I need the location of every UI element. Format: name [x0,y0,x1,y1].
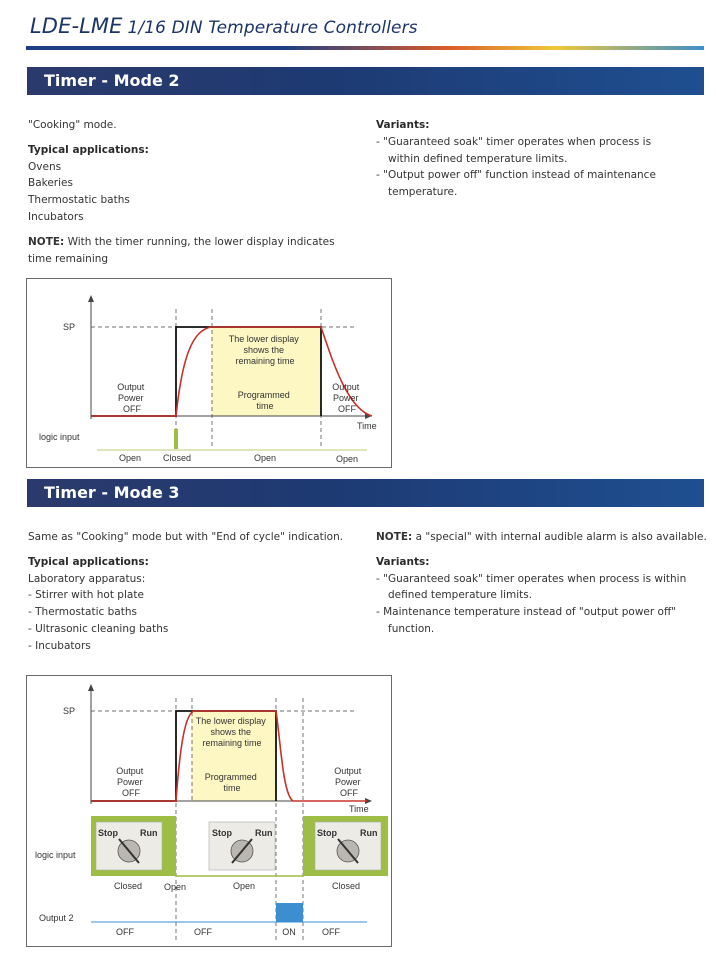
box-text: The lower display shows the remaining time [228,334,299,366]
run-label: Run [360,828,378,838]
list-item: - "Output power off" function instead of maintenance temperature. [376,169,656,199]
logic-pulse [174,429,178,449]
mode2-apps-heading: Typical applications: [28,143,149,156]
box-text: The lower display shows the remaining time [195,716,266,748]
mode2-intro: "Cooking" mode. [28,119,117,131]
state-label: Open [335,454,359,464]
output-power-right: Output Power OFF [334,766,362,798]
mode3-right-text [376,529,708,638]
note-text-cont: time remaining [28,252,109,265]
stop-label: Stop [212,828,232,838]
mode2-note [28,234,358,251]
state-label: Open [118,453,142,463]
list-item: - "Guaranteed soak" timer operates when process is within defined temperature limits. [376,572,687,602]
section-heading-mode3: Timer - Mode 3 [44,483,180,502]
list-item: - Thermostatic baths [28,606,137,619]
list-item: Incubators [28,210,84,223]
mode3-left-text [28,529,368,655]
mode2-variants-heading: Variants: [376,119,430,131]
time-label: Time [349,804,369,814]
output-power-left: Output Power OFF [117,382,145,414]
note-text: a "special" with internal audible alarm is also available. [412,531,707,543]
run-label: Run [255,828,273,838]
mode3-apps-heading: Typical applications: [28,555,149,568]
title-rule [26,46,704,50]
output2-state: OFF [194,927,212,937]
output2-pulse [276,903,303,922]
programmed-time-label: Programmed time [204,772,257,793]
note-label: NOTE: [376,531,413,543]
mode3-intro: Same as "Cooking" mode but with "End of cycle" indication. [28,531,344,543]
state-label: Closed [113,881,143,891]
time-label: Time [357,421,377,431]
sp-label: SP [63,322,76,332]
state-label: Closed [162,453,192,463]
page-title [30,14,418,38]
logic-input-label: logic input [39,432,80,442]
mode3-timing-diagram [26,675,392,947]
list-item: - Ultrasonic cleaning baths [28,622,169,635]
output2-state: OFF [322,927,340,937]
state-label: Open [232,881,256,891]
stop-label: Stop [317,828,337,838]
output2-label: Output 2 [39,913,74,923]
logic-input-label: logic input [35,850,76,860]
list-item: Bakeries [28,177,73,190]
list-item: Laboratory apparatus: [28,572,146,585]
programmed-time-label: Programmed time [237,390,290,411]
sp-label: SP [63,706,76,716]
list-item: Thermostatic baths [28,194,130,207]
stop-label: Stop [98,828,118,838]
output2-state: OFF [116,927,134,937]
mode3-variants-heading: Variants: [376,555,430,568]
section-bar-mode2 [27,67,704,95]
run-label: Run [140,828,158,838]
mode2-right-text [376,117,676,201]
output2-state: ON [282,927,296,937]
note-label: NOTE: [28,235,65,248]
mode3-note [376,529,708,546]
mode2-timing-diagram [26,278,392,468]
list-item: Ovens [28,160,62,173]
list-item: - Incubators [28,639,91,652]
y-axis-arrow [88,295,94,302]
note-text: With the timer running, the lower display indicates [64,235,335,248]
state-label: Closed [331,881,361,891]
y-axis-arrow [88,684,94,691]
section-heading-mode2: Timer - Mode 2 [44,71,180,90]
output-power-left: Output Power OFF [116,766,144,798]
output-power-right: Output Power OFF [332,382,360,414]
list-item: - Stirrer with hot plate [28,589,144,602]
title-subtitle: 1/16 DIN Temperature Controllers [127,18,418,38]
title-model: LDE-LME [30,14,123,38]
state-label: Open [163,882,187,892]
state-label: Open [253,453,277,463]
section-bar-mode3 [27,479,704,507]
list-item: - Maintenance temperature instead of "output power off" function. [376,606,677,635]
mode2-left-text [28,117,358,267]
list-item: - "Guaranteed soak" timer operates when process is within defined temperature limits. [376,135,652,165]
